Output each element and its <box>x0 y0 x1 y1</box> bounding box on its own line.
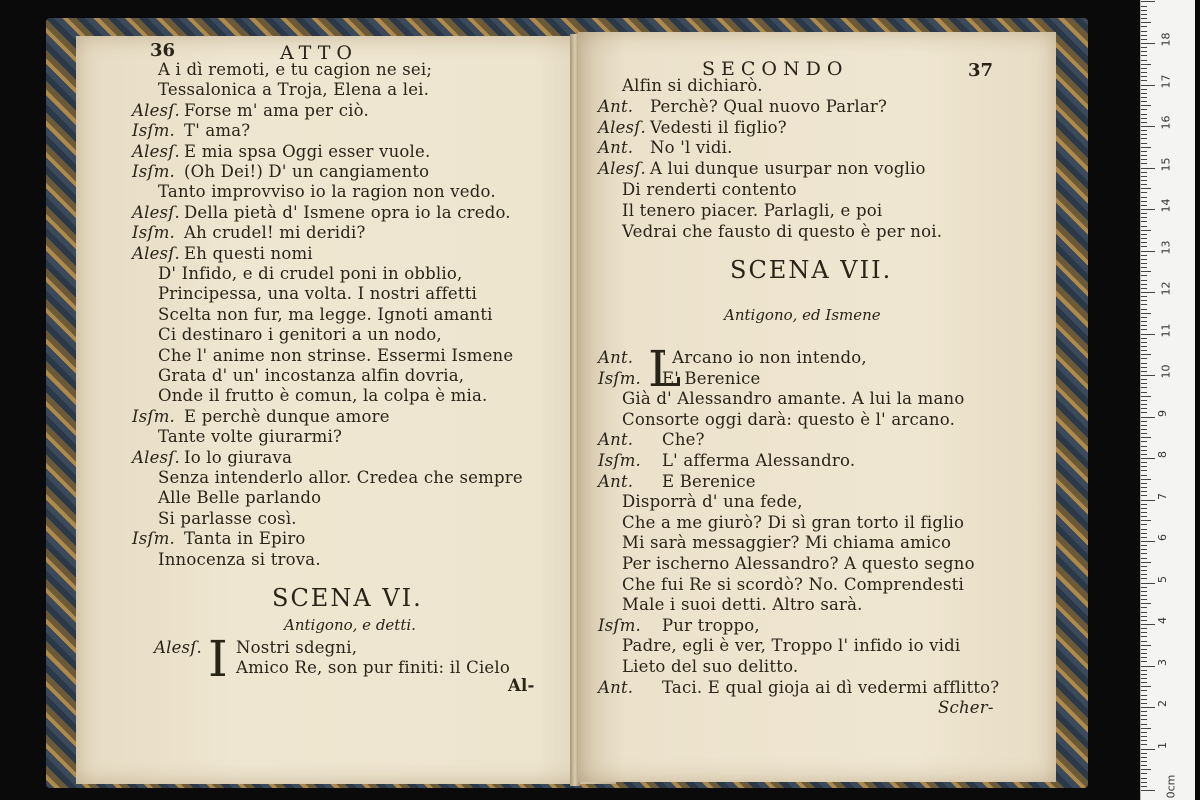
ruler-tick <box>1141 134 1147 135</box>
ruler-number: 11 <box>1159 323 1173 337</box>
ruler-tick <box>1141 587 1147 588</box>
ruler-tick <box>1141 520 1151 521</box>
ruler-tick <box>1141 147 1151 148</box>
verse-line: Tessalonica a Troja, Elena a lei. <box>158 80 430 100</box>
ruler-tick <box>1141 325 1147 326</box>
ruler-tick <box>1141 433 1147 434</box>
ruler-tick <box>1141 379 1147 380</box>
ruler-number: 17 <box>1159 74 1173 88</box>
ruler-tick <box>1141 666 1155 667</box>
ruler-tick <box>1141 371 1147 372</box>
verse-line: Disporrà d' una fede, <box>622 492 803 512</box>
ruler-tick <box>1141 537 1147 538</box>
drop-initial-left: I <box>208 630 228 688</box>
ruler-tick <box>1141 97 1147 98</box>
speaker-label: Alesſ. <box>598 159 646 179</box>
verse-line: (Oh Dei!) D' un cangiamento <box>184 162 430 181</box>
ruler-tick <box>1141 168 1155 169</box>
verse-line: Nostri sdegni, <box>236 638 358 657</box>
speaker-label: Ant. <box>598 348 634 367</box>
ruler-tick <box>1141 217 1147 218</box>
ruler-tick <box>1141 205 1147 206</box>
verse-line: D' Infido, e di crudel poni in obblio, <box>158 264 463 283</box>
ruler-tick <box>1141 317 1147 318</box>
ruler-tick <box>1141 105 1151 106</box>
ruler-tick <box>1141 284 1147 285</box>
verse-line: Si parlasse così. <box>158 508 297 528</box>
speaker-label: Isſm. <box>598 615 641 635</box>
running-head-left: ATTO <box>280 42 358 64</box>
ruler-tick <box>1141 251 1155 252</box>
ruler-tick <box>1141 47 1147 48</box>
ruler-tick <box>1141 367 1147 368</box>
ruler-tick <box>1141 64 1151 65</box>
ruler-tick <box>1141 724 1147 725</box>
ruler-tick <box>1141 516 1147 517</box>
ruler-tick <box>1141 109 1147 110</box>
speaker-label: Alesſ. <box>132 202 180 222</box>
ruler-tick <box>1141 425 1147 426</box>
ruler-tick <box>1141 329 1147 330</box>
ruler-tick <box>1141 483 1147 484</box>
ruler-tick <box>1141 620 1147 621</box>
verse-line: Il tenero piacer. Parlagli, e poi <box>622 200 883 220</box>
ruler-tick <box>1141 259 1147 260</box>
ruler-tick <box>1141 645 1151 646</box>
ruler-tick <box>1141 761 1147 762</box>
verse-line: Forse m' ama per ciò. <box>184 100 369 120</box>
ruler-tick <box>1141 690 1147 691</box>
speaker-label: Alesſ. <box>132 100 180 120</box>
ruler-tick <box>1141 159 1147 160</box>
ruler-tick <box>1141 118 1147 119</box>
ruler-tick <box>1141 479 1151 480</box>
speaker-label: Isſm. <box>132 162 175 181</box>
verse-line: Che l' anime non strinse. Essermi Ismene <box>158 345 514 365</box>
page-number-right: 37 <box>968 60 994 81</box>
scene-cast-right: Antigono, ed Ismene <box>724 306 881 324</box>
ruler-tick <box>1141 180 1147 181</box>
ruler-tick <box>1141 649 1147 650</box>
ruler-tick <box>1141 334 1155 335</box>
ruler-tick <box>1141 553 1147 554</box>
verse-line: E mia spsa Oggi esser vuole. <box>184 141 431 161</box>
verse-line: Eh questi nomi <box>184 243 313 263</box>
verse-line: Della pietà d' Ismene opra io la credo. <box>184 202 511 222</box>
ruler-tick <box>1141 653 1147 654</box>
verse-line: Vedrai che fausto di questo è per noi. <box>622 221 943 241</box>
ruler-number: 12 <box>1159 281 1173 296</box>
verse-line: Scelta non fur, ma legge. Ignoti amanti <box>158 304 493 324</box>
ruler-tick <box>1141 591 1147 592</box>
ruler-tick <box>1141 68 1147 69</box>
ruler-tick <box>1141 346 1147 347</box>
drop-initial-right: L <box>648 340 682 398</box>
scene-title-right: SCENA VII. <box>730 256 893 284</box>
ruler-tick <box>1141 176 1147 177</box>
speaker-label: Ant. <box>598 471 634 491</box>
ruler-tick <box>1141 93 1147 94</box>
ruler-tick <box>1141 14 1147 15</box>
ruler-tick <box>1141 101 1147 102</box>
ruler-tick <box>1141 441 1147 442</box>
ruler-tick <box>1141 55 1147 56</box>
verse-line: Che fui Re si scordò? No. Comprendesti <box>622 574 964 594</box>
ruler-tick <box>1141 60 1147 61</box>
verse-line: Senza intenderlo allor. Credea che sempre <box>158 468 523 487</box>
ruler-tick <box>1141 558 1147 559</box>
ruler-tick <box>1141 574 1147 575</box>
ruler-tick <box>1141 412 1147 413</box>
running-head-right: SECONDO <box>702 58 849 80</box>
ruler-tick <box>1141 163 1147 164</box>
speaker-label: Isſm. <box>132 529 175 549</box>
ruler-tick <box>1141 275 1147 276</box>
ruler-tick <box>1141 711 1147 712</box>
ruler-tick <box>1141 670 1147 671</box>
verse-line: Innocenza si trova. <box>158 549 321 569</box>
ruler-tick <box>1141 504 1147 505</box>
verse-line: Principessa, una volta. I nostri affetti <box>158 284 478 304</box>
verse-line: Di renderti contento <box>622 180 797 199</box>
verse-line: Tanta in Epiro <box>184 529 306 549</box>
ruler-tick <box>1141 703 1147 704</box>
ruler-tick <box>1141 417 1155 418</box>
ruler-tick <box>1141 114 1147 115</box>
verse-line: Consorte oggi darà: questo è l' arcano. <box>622 409 956 429</box>
verse-line: Taci. E qual gioja ai dì vedermi afflitto? <box>662 677 1000 697</box>
ruler-tick <box>1141 437 1151 438</box>
ruler-tick <box>1141 790 1155 791</box>
ruler-tick <box>1141 616 1147 617</box>
verse-line: ' Arcano io non intendo, <box>662 348 867 367</box>
ruler-tick <box>1141 342 1147 343</box>
speaker-label: Alesſ. <box>132 243 180 263</box>
ruler-tick <box>1141 138 1147 139</box>
ruler-tick <box>1141 288 1147 289</box>
ruler-number: 4 <box>1156 617 1169 624</box>
verse-line: Pur troppo, <box>662 615 760 635</box>
verse-line: Male i suoi detti. Altro sarà. <box>622 595 863 615</box>
scene-title-left: SCENA VI. <box>272 584 423 612</box>
ruler-tick <box>1141 375 1155 376</box>
ruler-tick <box>1141 155 1147 156</box>
ruler-tick <box>1141 421 1147 422</box>
ruler-tick <box>1141 454 1147 455</box>
ruler-tick <box>1141 657 1147 658</box>
ruler-tick <box>1141 757 1147 758</box>
ruler-tick <box>1141 769 1151 770</box>
speaker-label: Isſm. <box>132 121 175 141</box>
ruler-tick <box>1141 151 1147 152</box>
ruler-tick <box>1141 628 1147 629</box>
ruler-tick <box>1141 192 1147 193</box>
ruler-tick <box>1141 632 1147 633</box>
ruler-number: 10 <box>1159 364 1173 379</box>
ruler-tick <box>1141 246 1147 247</box>
ruler-tick <box>1141 35 1147 36</box>
ruler-tick <box>1141 491 1147 492</box>
ruler-tick <box>1141 26 1147 27</box>
speaker-label: Ant. <box>598 96 634 116</box>
verse-line: Che? <box>662 430 705 450</box>
ruler-tick <box>1141 732 1147 733</box>
ruler-tick <box>1141 773 1147 774</box>
ruler-tick <box>1141 495 1147 496</box>
ruler-tick <box>1141 595 1147 596</box>
verse-line: Che a me giurò? Di sì gran torto il figlio <box>622 512 965 532</box>
ruler-tick <box>1141 786 1147 787</box>
ruler-tick <box>1141 566 1147 567</box>
ruler-tick <box>1141 778 1147 779</box>
ruler-tick <box>1141 524 1147 525</box>
verse-line: Già d' Alessandro amante. A lui la mano <box>622 389 965 409</box>
ruler-tick <box>1141 782 1147 783</box>
verse-line: Tante volte giurarmi? <box>158 427 343 447</box>
ruler-tick <box>1141 230 1151 231</box>
ruler-tick <box>1141 126 1155 127</box>
ruler-tick <box>1141 292 1155 293</box>
ruler-tick <box>1141 31 1147 32</box>
ruler-tick <box>1141 130 1147 131</box>
ruler-number: 5 <box>1156 575 1169 583</box>
ruler-tick <box>1141 89 1147 90</box>
ruler-tick <box>1141 309 1147 310</box>
ruler-tick <box>1141 400 1147 401</box>
verse-line: Lieto del suo delitto. <box>622 657 799 676</box>
ruler-tick <box>1141 85 1155 86</box>
ruler-tick <box>1141 51 1147 52</box>
ruler-tick <box>1141 392 1147 393</box>
ruler-tick <box>1141 749 1155 750</box>
ruler-tick <box>1141 143 1147 144</box>
verse-line: E' Berenice <box>662 368 761 388</box>
ruler-tick <box>1141 338 1147 339</box>
ruler-tick <box>1141 682 1147 683</box>
ruler-tick <box>1141 408 1147 409</box>
speaker-label: Alesſ. <box>132 141 180 161</box>
scene-cast-left: Antigono, e detti. <box>284 616 416 634</box>
ruler-tick <box>1141 707 1155 708</box>
ruler-tick <box>1141 636 1147 637</box>
verse-line: Per ischerno Alessandro? A questo segno <box>622 554 975 573</box>
ruler-tick <box>1141 533 1147 534</box>
ruler-tick <box>1141 765 1147 766</box>
ruler-tick <box>1141 624 1155 625</box>
ruler-tick <box>1141 736 1147 737</box>
verse-line: Onde il frutto è comun, la colpa è mia. <box>158 386 488 406</box>
verse-line: L' afferma Alessandro. <box>662 451 856 470</box>
verse-line: Vedesti il figlio? <box>650 117 787 137</box>
ruler-tick <box>1141 226 1147 227</box>
ruler-number: 13 <box>1159 240 1173 254</box>
ruler-tick <box>1141 728 1151 729</box>
ruler-tick <box>1141 234 1147 235</box>
ruler-tick <box>1141 238 1147 239</box>
ruler-tick <box>1141 466 1147 467</box>
ruler-tick <box>1141 549 1147 550</box>
ruler-tick <box>1141 242 1147 243</box>
ruler-tick <box>1141 321 1147 322</box>
ruler-tick <box>1141 22 1151 23</box>
ruler-tick <box>1141 387 1147 388</box>
ruler-tick <box>1141 383 1147 384</box>
ruler-number: 3 <box>1156 658 1169 666</box>
ruler-tick <box>1141 719 1147 720</box>
left-page <box>76 36 616 784</box>
ruler-tick <box>1141 599 1147 600</box>
ruler-tick <box>1141 686 1151 687</box>
speaker-label: Alesſ. <box>598 117 646 137</box>
verse-line: A lui dunque usurpar non voglio <box>650 159 926 179</box>
ruler-tick <box>1141 10 1147 11</box>
ruler-tick <box>1141 562 1151 563</box>
ruler-tick <box>1141 213 1147 214</box>
catchword-right: Scher- <box>938 698 994 717</box>
ruler-tick <box>1141 446 1147 447</box>
verse-line: Perchè? Qual nuovo Parlar? <box>650 96 888 116</box>
ruler-tick <box>1141 429 1147 430</box>
verse-line: Grata d' un' incostanza alfin dovria, <box>158 366 465 385</box>
ruler-tick <box>1141 450 1147 451</box>
speaker-label: Ant. <box>598 138 634 158</box>
ruler-tick <box>1141 300 1147 301</box>
ruler-tick <box>1141 197 1147 198</box>
ruler-tick <box>1141 715 1147 716</box>
ruler-tick <box>1141 470 1147 471</box>
ruler-tick <box>1141 39 1147 40</box>
ruler-tick <box>1141 304 1147 305</box>
verse-line: Ci destinaro i genitori a un nodo, <box>158 325 442 345</box>
ruler-tick <box>1141 221 1147 222</box>
verse-line: Mi sarà messaggier? Mi chiama amico <box>622 533 952 553</box>
verse-line: Padre, egli è ver, Troppo l' infido io vidi <box>622 636 961 656</box>
ruler-number: 16 <box>1159 115 1173 130</box>
ruler-tick <box>1141 462 1147 463</box>
ruler-tick <box>1141 500 1155 501</box>
verse-line: Tanto improvviso io la ragion non vedo. <box>158 182 496 202</box>
ruler-tick <box>1141 80 1147 81</box>
catchword-left: Al- <box>508 676 535 695</box>
ruler-number: 14 <box>1159 198 1173 213</box>
measuring-ruler <box>1140 0 1195 800</box>
ruler-tick <box>1141 271 1151 272</box>
verse-line: Alle Belle parlando <box>158 488 322 508</box>
ruler-tick <box>1141 201 1147 202</box>
ruler-tick <box>1141 396 1151 397</box>
ruler-tick <box>1141 487 1147 488</box>
ruler-tick <box>1141 358 1147 359</box>
ruler-tick <box>1141 43 1155 44</box>
ruler-tick <box>1141 740 1147 741</box>
verse-line: Ah crudel! mi deridi? <box>184 223 366 243</box>
ruler-tick <box>1141 512 1147 513</box>
ruler-tick <box>1141 313 1151 314</box>
verse-line: No 'l vidi. <box>650 138 733 158</box>
speaker-label: Alesſ. <box>132 447 180 467</box>
ruler-tick <box>1141 188 1151 189</box>
verse-line: T' ama? <box>184 121 251 141</box>
ruler-tick <box>1141 209 1155 210</box>
ruler-tick <box>1141 578 1147 579</box>
right-page <box>578 32 1056 782</box>
ruler-tick <box>1141 607 1147 608</box>
ruler-tick <box>1141 508 1147 509</box>
ruler-tick <box>1141 612 1147 613</box>
ruler-number: 2 <box>1156 700 1169 707</box>
ruler-number: 0cm <box>1164 774 1178 799</box>
ruler-tick <box>1141 350 1147 351</box>
verse-line: Alfin si dichiarò. <box>622 76 763 95</box>
speaker-label: Isſm. <box>598 368 641 388</box>
ruler-tick <box>1141 184 1147 185</box>
ruler-tick <box>1141 354 1151 355</box>
ruler-tick <box>1141 363 1147 364</box>
verse-line: E perchè dunque amore <box>184 406 390 426</box>
verse-line: A i dì remoti, e tu cagion ne sei; <box>158 60 433 79</box>
speaker-label: Isſm. <box>132 406 175 426</box>
ruler-tick <box>1141 641 1147 642</box>
ruler-tick <box>1141 583 1155 584</box>
ruler-tick <box>1141 678 1147 679</box>
verse-line: Io lo giurava <box>184 447 293 467</box>
ruler-number: 7 <box>1156 492 1169 500</box>
ruler-number: 6 <box>1156 534 1169 541</box>
ruler-tick <box>1141 674 1147 675</box>
ruler-tick <box>1141 603 1151 604</box>
verse-line: Amico Re, son pur finiti: il Cielo <box>236 658 511 678</box>
ruler-tick <box>1141 18 1147 19</box>
speaker-label: Ant. <box>598 677 634 697</box>
ruler-tick <box>1141 280 1147 281</box>
ruler-tick <box>1141 744 1147 745</box>
speaker-label: Alesſ. <box>154 638 202 657</box>
ruler-number: 18 <box>1159 32 1173 47</box>
ruler-tick <box>1141 6 1147 7</box>
ruler-number: 1 <box>1156 741 1169 749</box>
page-number-left: 36 <box>150 40 176 61</box>
ruler-tick <box>1141 699 1147 700</box>
ruler-number: 9 <box>1156 409 1169 417</box>
ruler-tick <box>1141 570 1147 571</box>
ruler-tick <box>1141 541 1155 542</box>
ruler-tick <box>1141 72 1147 73</box>
ruler-tick <box>1141 263 1147 264</box>
ruler-tick <box>1141 267 1147 268</box>
ruler-tick <box>1141 458 1155 459</box>
ruler-tick <box>1141 661 1147 662</box>
speaker-label: Isſm. <box>598 451 641 470</box>
ruler-tick <box>1141 404 1147 405</box>
ruler-number: 15 <box>1159 157 1173 171</box>
ruler-tick <box>1141 255 1147 256</box>
ruler-tick <box>1141 475 1147 476</box>
ruler-tick <box>1141 545 1147 546</box>
ruler-tick <box>1141 76 1147 77</box>
ruler-tick <box>1141 529 1147 530</box>
ruler-tick <box>1141 122 1147 123</box>
speaker-label: Isſm. <box>132 223 175 243</box>
ruler-number: 8 <box>1156 451 1169 458</box>
speaker-label: Ant. <box>598 430 634 450</box>
ruler-tick <box>1141 695 1147 696</box>
ruler-tick <box>1141 172 1147 173</box>
ruler-tick <box>1141 1 1155 2</box>
ruler-tick <box>1141 296 1147 297</box>
verse-line: E Berenice <box>662 471 756 491</box>
ruler-tick <box>1141 753 1147 754</box>
